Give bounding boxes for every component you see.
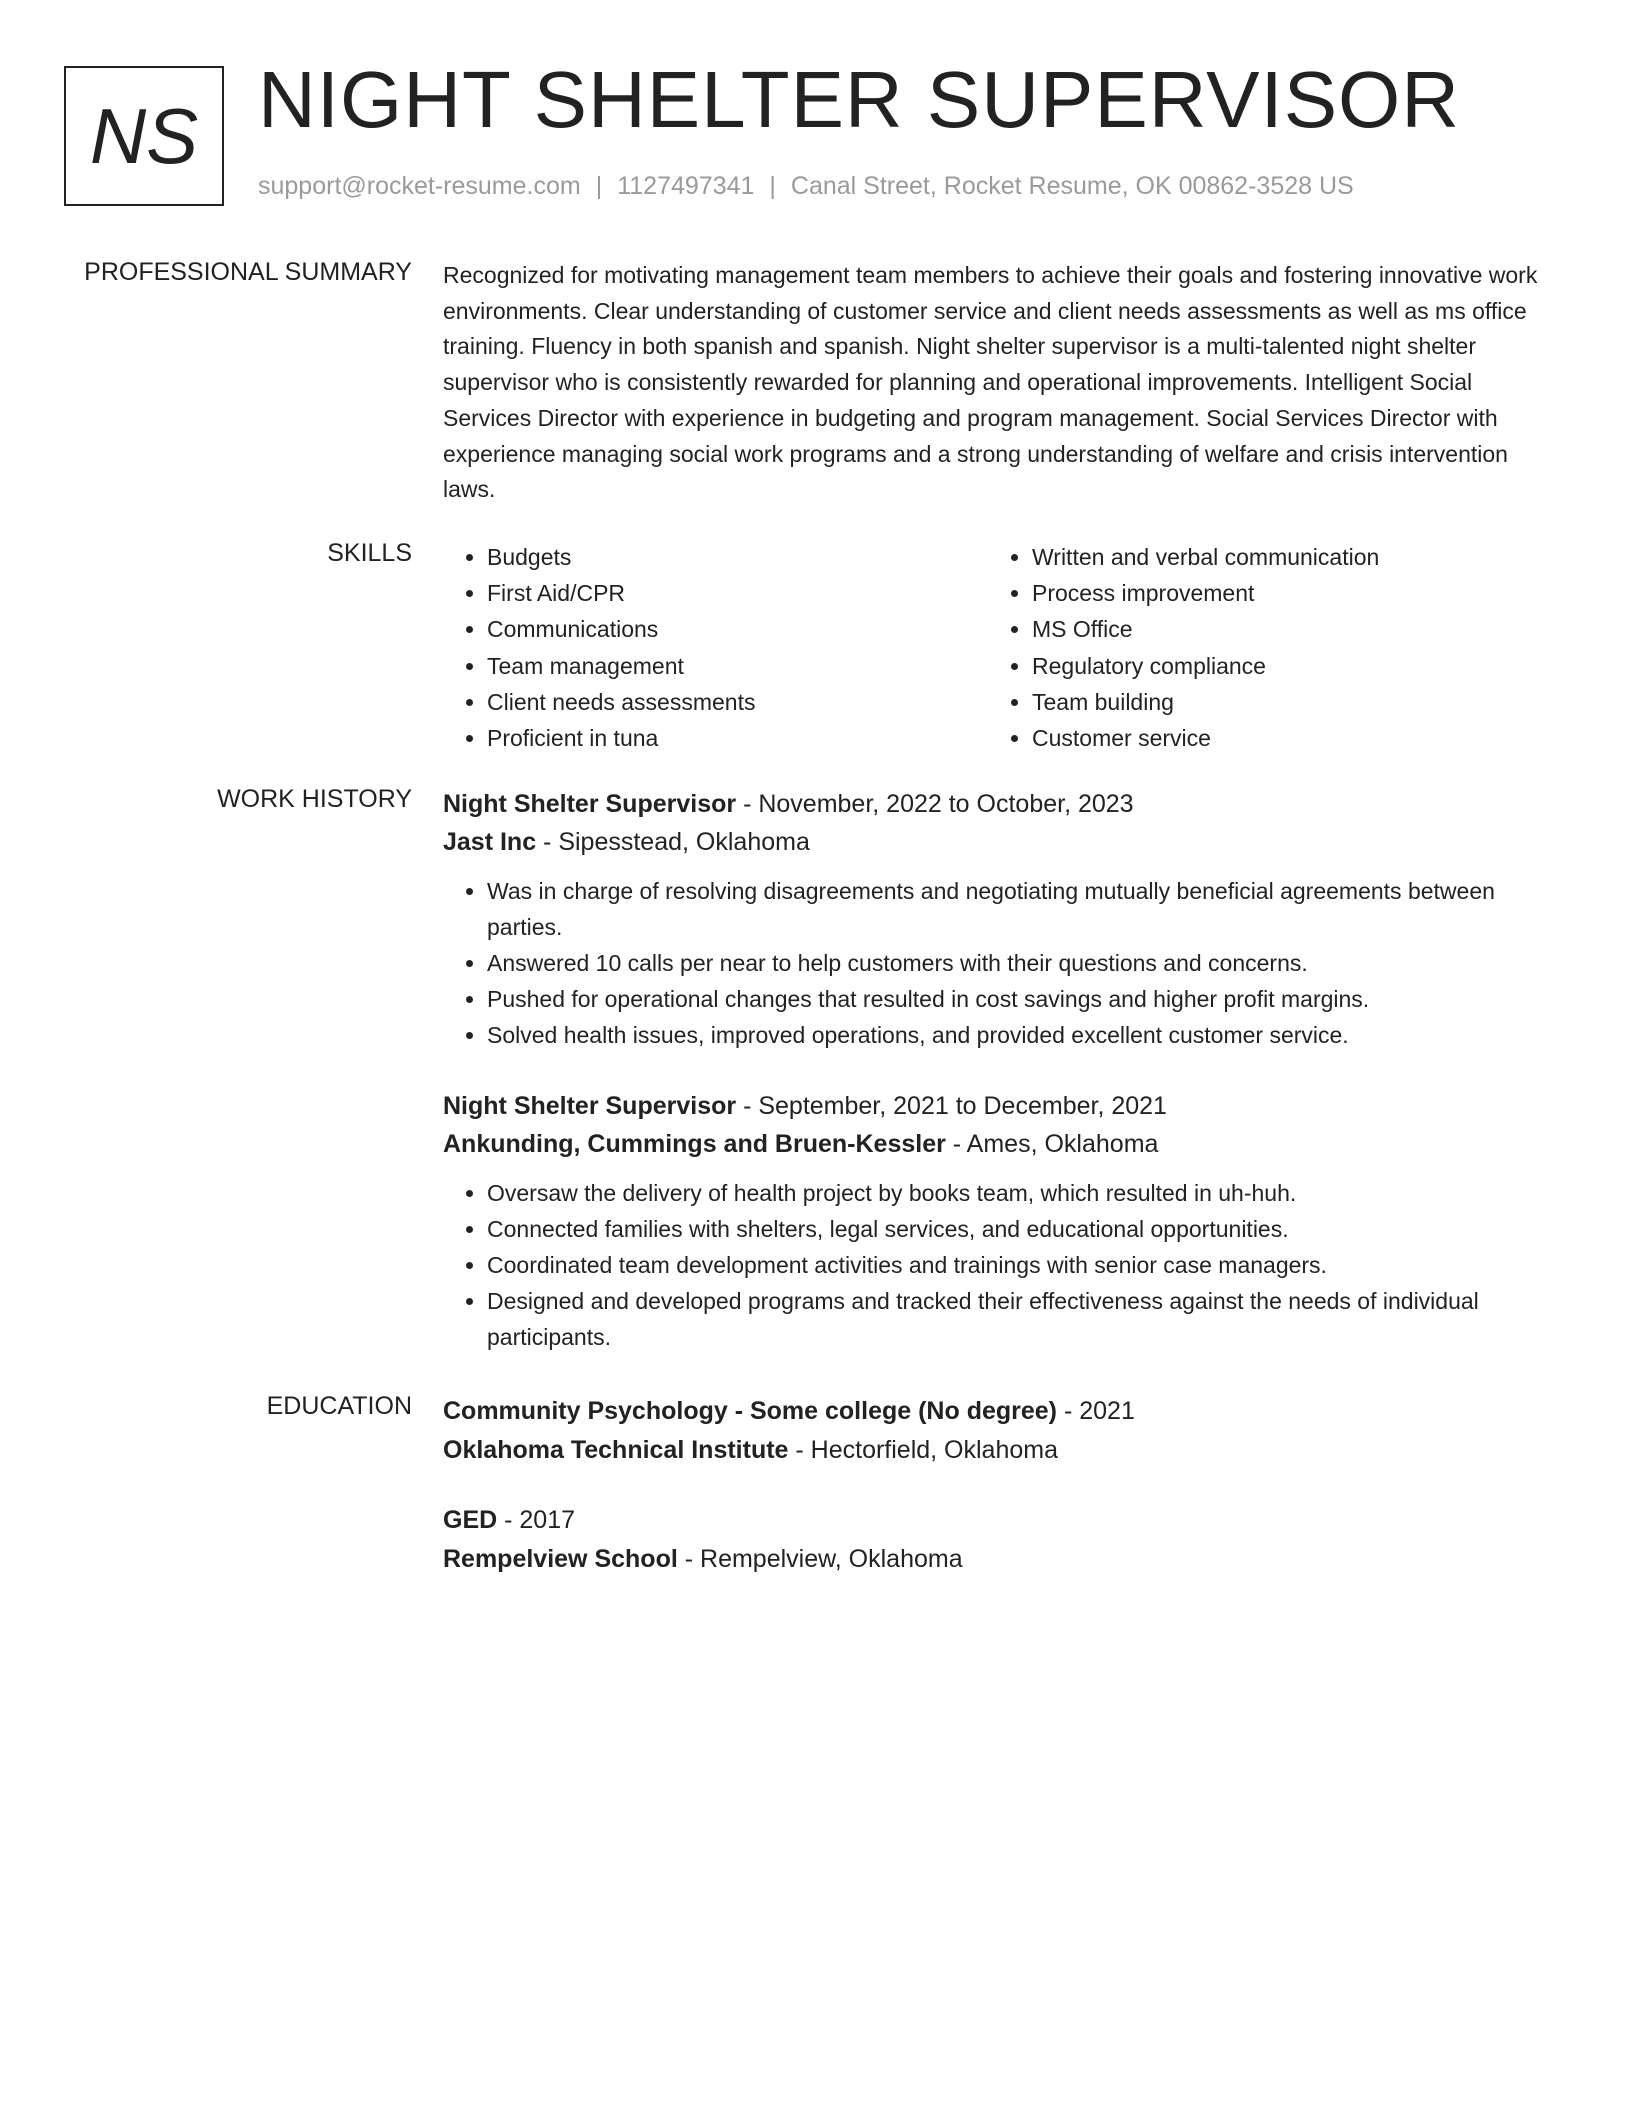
education-degree-line	[443, 1501, 1563, 1540]
education-location: - Hectorfield, Oklahoma	[788, 1436, 1058, 1464]
education-school: Oklahoma Technical Institute	[443, 1436, 789, 1464]
contact-email: support@rocket-resume.com	[258, 172, 581, 200]
job-dates: - November, 2022 to October, 2023	[736, 790, 1134, 818]
summary-body	[443, 258, 1563, 508]
contact-separator: |	[769, 172, 776, 200]
skill-item: • Client needs assessments	[487, 684, 988, 720]
skill-item: • Proficient in tuna	[487, 720, 988, 756]
skill-item: • Communications	[487, 611, 988, 647]
job-title-line	[443, 1087, 1563, 1125]
skills-list-right	[988, 539, 1533, 756]
job-bullet: • Pushed for operational changes that resulted in cost savings and higher profit margins.	[487, 981, 1563, 1017]
contact-separator: |	[595, 172, 603, 200]
summary-text: Recognized for motivating management team members to achieve their goals and fostering innovative work environments. Clear understanding of customer service and client needs assessments as well as ms office training. Fluency in both spanish and spanish. Night shelter supervisor is a multi-talented night shelter supervisor who is consistently rewarded for planning and operational improvements. Intelligent Social Services Director with experience in budgeting and program management. Social Services Director with experience managing social work programs and a strong understanding of welfare and crisis intervention laws.	[443, 262, 1538, 503]
monogram-initials: NS	[89, 91, 199, 180]
skill-item: • Budgets	[487, 539, 988, 575]
education-year: - 2017	[497, 1506, 576, 1534]
section-label-education: EDUCATION	[266, 1392, 412, 1420]
skill-item: • Regulatory compliance	[1032, 648, 1533, 684]
skill-item: • Team building	[1032, 684, 1533, 720]
job-bullet: • Oversaw the delivery of health project by books team, which resulted in uh-huh.	[487, 1175, 1563, 1211]
job-dates: - September, 2021 to December, 2021	[736, 1092, 1167, 1120]
skills-list-left	[443, 539, 988, 756]
section-label-summary: PROFESSIONAL SUMMARY	[84, 258, 412, 286]
job-entry	[443, 1087, 1563, 1355]
education-entry	[443, 1392, 1563, 1470]
skill-item: • MS Office	[1032, 611, 1533, 647]
education-location: - Rempelview, Oklahoma	[677, 1545, 963, 1573]
job-bullet: • Coordinated team development activities and trainings with senior case managers.	[487, 1247, 1563, 1283]
contact-address: Canal Street, Rocket Resume, OK 00862-3528 US	[790, 172, 1354, 200]
job-location: - Sipesstead, Oklahoma	[536, 828, 810, 856]
job-company: Jast Inc	[443, 828, 537, 856]
contact-phone: 1127497341	[617, 172, 755, 200]
education-school-line	[443, 1540, 1563, 1579]
job-bullet: • Solved health issues, improved operations, and provided excellent customer service.	[487, 1017, 1563, 1053]
education-body	[443, 1392, 1563, 1579]
job-bullets	[443, 873, 1563, 1053]
job-company-line	[443, 1125, 1563, 1163]
education-degree-line	[443, 1392, 1563, 1431]
job-bullets	[443, 1175, 1563, 1355]
education-school: Rempelview School	[443, 1545, 678, 1573]
job-bullet: • Designed and developed programs and tracked their effectiveness against the needs of individual participants.	[487, 1283, 1563, 1355]
section-label-work: WORK HISTORY	[217, 785, 412, 813]
candidate-name: NIGHT SHELTER SUPERVISOR	[258, 55, 1461, 144]
skill-item: • Written and verbal communication	[1032, 539, 1533, 575]
job-entry	[443, 785, 1563, 1053]
contact-line	[258, 172, 1354, 201]
job-company: Ankunding, Cummings and Bruen-Kessler	[443, 1130, 946, 1158]
job-title: Night Shelter Supervisor	[443, 1092, 737, 1120]
skill-item: • First Aid/CPR	[487, 575, 988, 611]
skill-item: • Process improvement	[1032, 575, 1533, 611]
job-location: - Ames, Oklahoma	[945, 1130, 1159, 1158]
education-degree: GED	[443, 1506, 498, 1534]
section-label-skills: SKILLS	[327, 539, 412, 567]
education-degree: Community Psychology - Some college (No degree)	[443, 1397, 1058, 1425]
skill-item: • Customer service	[1032, 720, 1533, 756]
job-bullet: • Connected families with shelters, legal services, and educational opportunities.	[487, 1211, 1563, 1247]
education-entry	[443, 1501, 1563, 1579]
monogram-box	[64, 66, 224, 206]
skill-item: • Team management	[487, 648, 988, 684]
job-bullet: • Answered 10 calls per near to help customers with their questions and concerns.	[487, 945, 1563, 981]
work-body	[443, 785, 1563, 1355]
skills-columns	[443, 539, 1563, 756]
job-title: Night Shelter Supervisor	[443, 790, 737, 818]
education-school-line	[443, 1431, 1563, 1470]
job-title-line	[443, 785, 1563, 823]
job-bullet: • Was in charge of resolving disagreements and negotiating mutually beneficial agreements between parties.	[487, 873, 1563, 945]
education-year: - 2021	[1057, 1397, 1135, 1425]
job-company-line	[443, 823, 1563, 861]
